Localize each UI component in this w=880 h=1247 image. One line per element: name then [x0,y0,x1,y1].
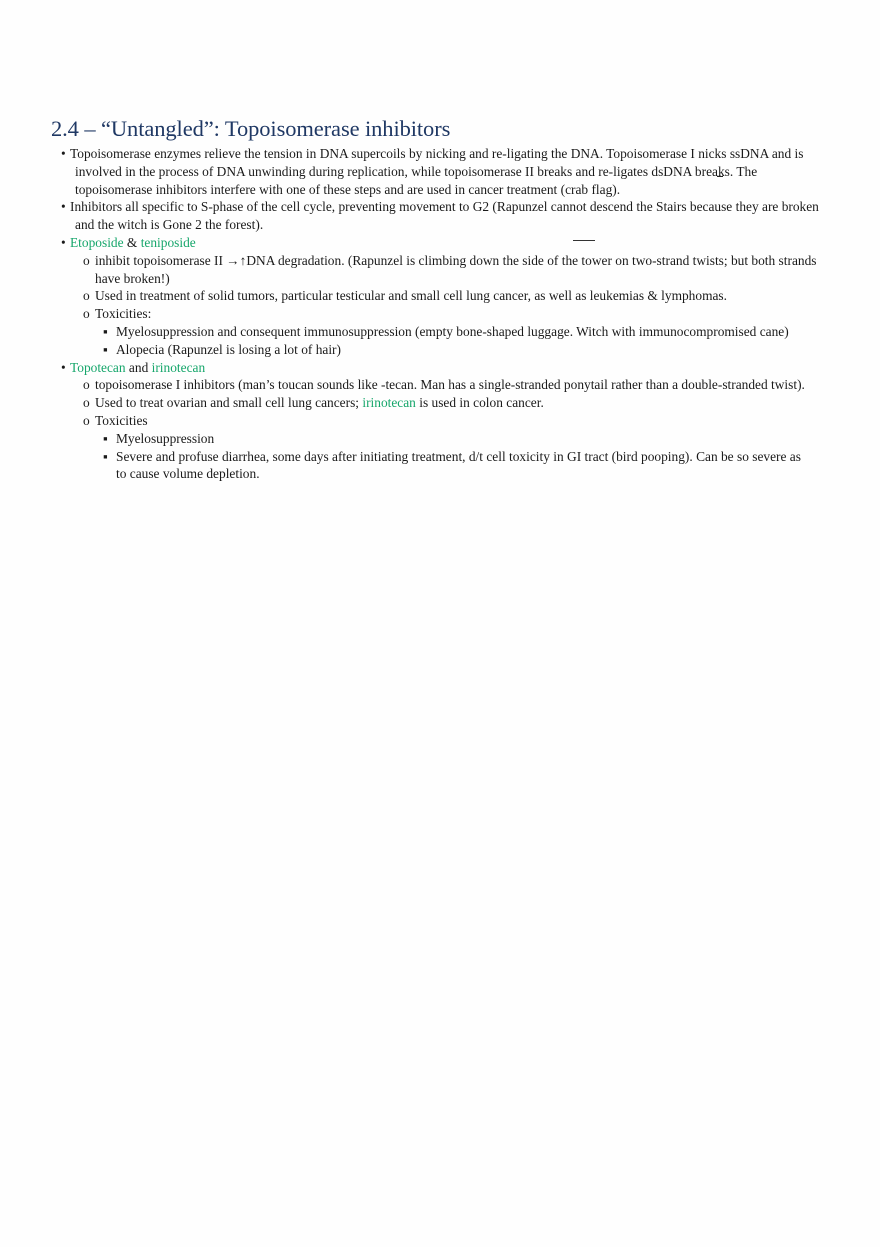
uses-text-end: is used in colon cancer. [415,395,544,411]
bullet-dot-icon: • [61,199,66,215]
sub-bullet-icon: o [83,412,90,428]
bullet-item-etoposide [0,234,880,252]
bullet-text [70,359,828,377]
sub-item-text: Toxicities [95,412,148,428]
drug-name-teniposide: teniposide [140,234,196,250]
toxicity-item-diarrhea [0,448,880,484]
bullet-dot-icon: • [61,234,66,250]
sub-item-text: topoisomerase I inhibitors (man’s toucan sounds like -tecan. Man has a single-stranded ponytail rather than a double-stranded twist). [95,377,805,393]
sub-bullet-icon: o [83,306,90,322]
sub-bullet-icon: o [83,395,90,411]
uses-text-start: Used to treat ovarian and small cell lung cancers; [95,395,363,411]
bullet-text [70,234,828,252]
square-bullet-icon: ▪ [103,448,108,464]
toxicity-text: Myelosuppression [116,430,215,446]
toxicity-item-alopecia [0,341,880,359]
sub-item-text: Used in treatment of solid tumors, particular testicular and small cell lung cancer, as well as leukemias & lymphomas. [95,288,727,304]
sub-item-text [95,394,820,412]
bullet-text: Topoisomerase enzymes relieve the tension in DNA supercoils by nicking and re-ligating the DNA. Topoisomerase I nicks ssDNA and is involved in the process of DNA unwinding during replication, while topoisomerase II breaks and re-ligates dsDNA breaks. The topoisomerase inhibitors interfere with one of these steps and are used in cancer treatment (crab flag). [70,146,804,197]
drug-name-etoposide: Etoposide [70,234,124,250]
toxicity-text: Myelosuppression and consequent immunosuppression (empty bone-shaped luggage. Witch with immunocompromised cane) [116,323,789,339]
drug-name-topotecan: Topotecan [70,359,126,375]
sub-item-toxicities [0,305,880,323]
square-bullet-icon: ▪ [103,341,108,357]
bullet-dot-icon: • [61,359,66,375]
bullet-dot-icon: • [61,146,66,161]
sub-item-mechanism [0,252,880,288]
bullet-text: Inhibitors all specific to S-phase of the cell cycle, preventing movement to G2 (Rapunzel cannot descend the Stairs because they are broken and the witch is Gone 2 the forest). [70,199,819,233]
sub-bullet-icon: o [83,288,90,304]
sub-item-mechanism [0,376,880,394]
drug-name-irinotecan: irinotecan [362,395,416,411]
section-heading: 2.4 – “Untangled”: Topoisomerase inhibitors [51,116,451,141]
sub-bullet-icon: o [83,377,90,393]
square-bullet-icon: ▪ [103,430,108,446]
toxicity-text: Severe and profuse diarrhea, some days after initiating treatment, d/t cell toxicity in GI tract (bird pooping). Can be so severe as to cause volume depletion. [116,448,801,482]
square-bullet-icon: ▪ [103,323,108,339]
connector-text: and [125,359,152,375]
connector-text: & [123,234,141,250]
sub-item-uses [0,394,880,412]
sub-item-uses [0,287,880,305]
bullet-item-topotecan [0,359,880,377]
toxicity-item-myelosuppression [0,430,880,448]
drug-name-irinotecan: irinotecan [151,359,206,375]
sub-bullet-icon: o [83,252,90,268]
bullet-item-s-phase [0,198,880,234]
sub-item-text: inhibit topoisomerase II →↑DNA degradation. (Rapunzel is climbing down the side of the tower on two-strand twists; but both strands have broken!) [95,252,817,286]
sub-item-toxicities [0,412,880,430]
bullet-item-enzymes [0,145,880,198]
sub-item-text: Toxicities: [95,306,152,322]
topoisomerase-notes [0,145,880,483]
toxicity-item-myelosuppression [0,323,880,341]
toxicity-text: Alopecia (Rapunzel is losing a lot of hair) [116,341,341,357]
